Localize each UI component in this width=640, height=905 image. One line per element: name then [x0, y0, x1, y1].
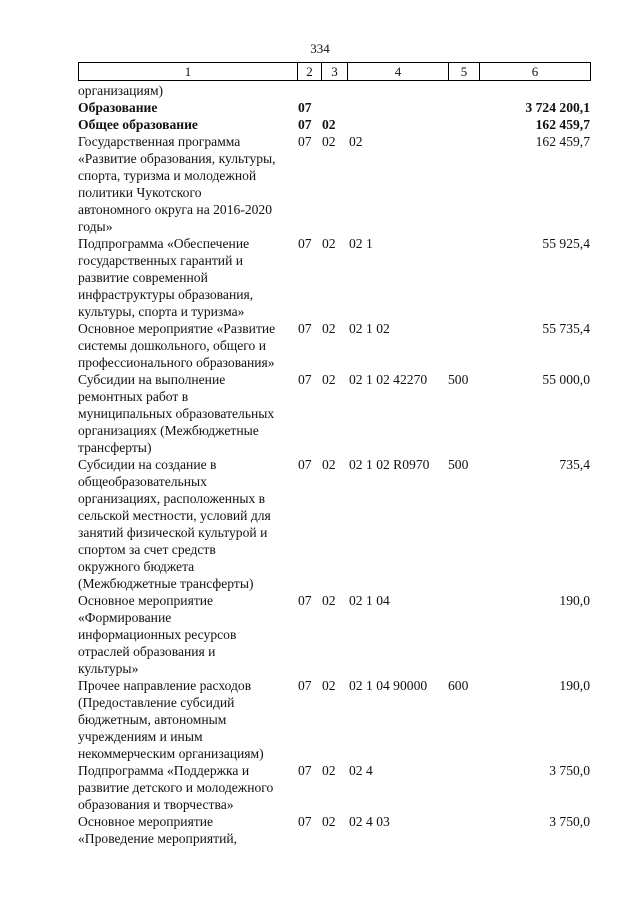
- row-expense-type: [448, 762, 479, 813]
- row-target-article: 02 1: [349, 236, 373, 251]
- row-amount: 55 000,0: [542, 372, 590, 387]
- row-target-article: 02 1 02 R0970: [349, 457, 430, 472]
- row-target-article: 02 1 04 90000: [349, 678, 428, 693]
- row-target-article: 02 1 02 42270: [349, 372, 428, 387]
- row-expense-type: [448, 99, 479, 116]
- row-expense-type: 500: [448, 372, 469, 387]
- header-cell-1: 1: [79, 63, 298, 81]
- row-amount: 55 925,4: [542, 236, 590, 251]
- row-expense-type: [448, 813, 479, 847]
- row-amount: 190,0: [559, 678, 590, 693]
- row-expense-type: [448, 320, 479, 371]
- header-row: [79, 63, 591, 81]
- table-row: [78, 320, 590, 371]
- row-name: Образование: [78, 100, 158, 115]
- row-subsection-code: 02: [322, 321, 336, 336]
- row-name: Субсидии на создание в общеобразовательных организациях, расположенных в сельской местности, условий для занятий физической культурой и спортом за счет средств окружного бюджета (Межбюджетные трансферты): [78, 457, 271, 591]
- row-expense-type: [448, 82, 479, 99]
- table-row: [78, 371, 590, 456]
- row-amount: 3 724 200,1: [525, 100, 590, 115]
- row-name: Подпрограмма «Поддержка и развитие детского и молодежного образования и творчества»: [78, 763, 274, 812]
- row-section-code: 07: [298, 372, 312, 387]
- row-expense-type: [448, 116, 479, 133]
- row-amount: 3 750,0: [549, 814, 590, 829]
- row-target-article: 02 4: [349, 763, 373, 778]
- row-subsection-code: 02: [322, 814, 336, 829]
- table-row: [78, 677, 590, 762]
- column-number-header: [78, 62, 591, 81]
- row-expense-type: 600: [448, 678, 469, 693]
- row-section-code: 07: [298, 593, 312, 608]
- row-name: Государственная программа «Развитие образования, культуры, спорта, туризма и молодежной политики Чукотского автономного округа на 2016-2020 годы»: [78, 134, 276, 234]
- row-target-article: 02: [349, 134, 363, 149]
- row-name: Подпрограмма «Обеспечение государственных гарантий и развитие современной инфраструктуры образования, культуры, спорта и туризма»: [78, 236, 254, 319]
- row-section-code: 07: [298, 236, 312, 251]
- row-amount: 55 735,4: [542, 321, 590, 336]
- table-row: [78, 456, 590, 592]
- table-row: [78, 99, 590, 116]
- row-target-article: [347, 82, 448, 99]
- row-section-code: 07: [298, 134, 312, 149]
- row-subsection-code: 02: [322, 134, 336, 149]
- row-subsection-code: 02: [322, 763, 336, 778]
- row-section-code: 07: [298, 117, 312, 132]
- row-amount: 162 459,7: [535, 134, 590, 149]
- header-cell-6: 6: [480, 63, 591, 81]
- row-amount: [479, 82, 590, 99]
- row-target-article: [347, 99, 448, 116]
- row-expense-type: [448, 133, 479, 235]
- row-name: Основное мероприятие «Проведение мероприятий,: [78, 814, 238, 846]
- row-expense-type: 500: [448, 457, 469, 472]
- header-cell-5: 5: [449, 63, 480, 81]
- row-section-code: 07: [298, 763, 312, 778]
- row-section-code: 07: [298, 100, 312, 115]
- row-name: Основное мероприятие «Формирование информационных ресурсов отраслей образования и культуры»: [78, 593, 237, 676]
- row-amount: 190,0: [559, 593, 590, 608]
- budget-table: [78, 82, 590, 847]
- row-name: Общее образование: [78, 117, 198, 132]
- table-row: [78, 116, 590, 133]
- row-expense-type: [448, 235, 479, 320]
- table-row: [78, 762, 590, 813]
- row-amount: 162 459,7: [535, 117, 590, 132]
- row-target-article: 02 4 03: [349, 814, 390, 829]
- row-section-code: 07: [298, 814, 312, 829]
- row-section-code: 07: [298, 321, 312, 336]
- table-row: [78, 82, 590, 99]
- header-cell-4: 4: [348, 63, 449, 81]
- row-section-code: [297, 82, 321, 99]
- row-section-code: 07: [298, 678, 312, 693]
- row-expense-type: [448, 592, 479, 677]
- row-subsection-code: 02: [322, 593, 336, 608]
- row-subsection-code: 02: [322, 236, 336, 251]
- row-target-article: [347, 116, 448, 133]
- row-amount: 735,4: [559, 457, 590, 472]
- header-cell-3: 3: [322, 63, 348, 81]
- row-subsection-code: [321, 99, 347, 116]
- page-number: 334: [310, 41, 330, 56]
- row-subsection-code: 02: [322, 678, 336, 693]
- row-amount: 3 750,0: [549, 763, 590, 778]
- table-row: [78, 133, 590, 235]
- table-row: [78, 813, 590, 847]
- row-name: Субсидии на выполнение ремонтных работ в муниципальных образовательных организациях (Межбюджетные трансферты): [78, 372, 275, 455]
- row-name: организациям): [78, 83, 164, 98]
- row-subsection-code: 02: [322, 372, 336, 387]
- header-cell-2: 2: [298, 63, 322, 81]
- table-row: [78, 235, 590, 320]
- row-section-code: 07: [298, 457, 312, 472]
- row-subsection-code: 02: [322, 457, 336, 472]
- row-subsection-code: 02: [322, 117, 336, 132]
- row-target-article: 02 1 02: [349, 321, 390, 336]
- row-subsection-code: [321, 82, 347, 99]
- row-name: Основное мероприятие «Развитие системы дошкольного, общего и профессионального образования»: [78, 321, 276, 370]
- row-name: Прочее направление расходов (Предоставление субсидий бюджетным, автономным учреждениям и иным некоммерческим организациям): [78, 678, 264, 761]
- row-target-article: 02 1 04: [349, 593, 390, 608]
- table-row: [78, 592, 590, 677]
